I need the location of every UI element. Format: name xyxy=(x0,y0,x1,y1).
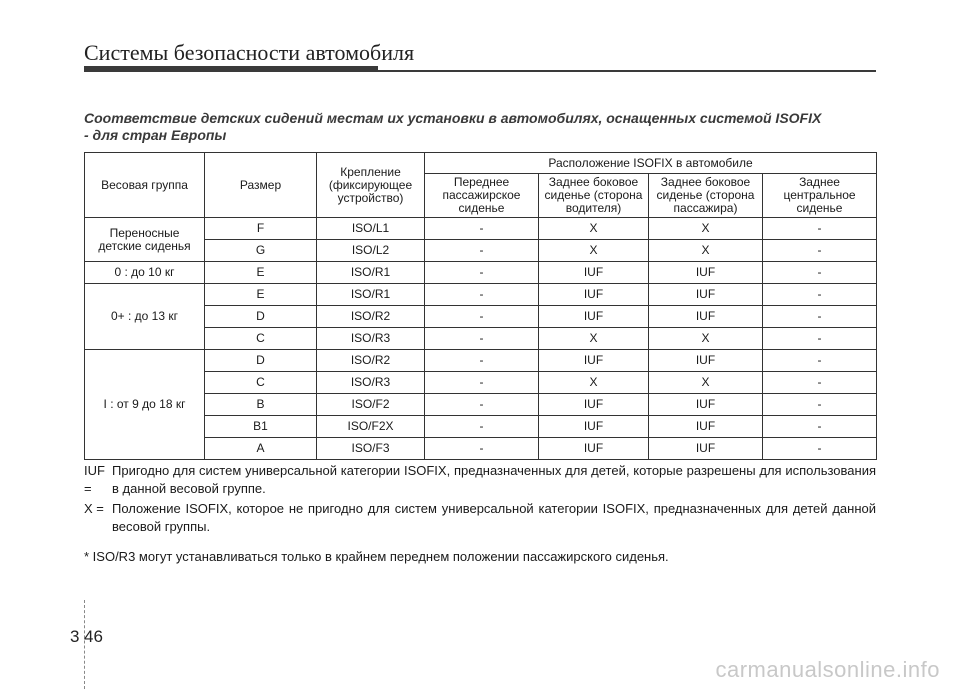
rear-passenger-cell: X xyxy=(649,240,763,262)
weight-group-cell: 0 : до 10 кг xyxy=(85,262,205,284)
rear-center-cell: - xyxy=(763,416,877,438)
section-title xyxy=(84,110,876,144)
rear-passenger-cell: IUF xyxy=(649,394,763,416)
fixture-cell: ISO/R2 xyxy=(317,306,425,328)
rear-passenger-cell: IUF xyxy=(649,350,763,372)
front-cell: - xyxy=(425,218,539,240)
rear-passenger-cell: IUF xyxy=(649,438,763,460)
table-row xyxy=(85,350,877,372)
size-cell: D xyxy=(205,350,317,372)
rear-driver-cell: IUF xyxy=(539,284,649,306)
size-cell: B1 xyxy=(205,416,317,438)
sub-rear-passenger-header: Заднее боковое сиденье (сторона пассажира) xyxy=(649,174,763,218)
rear-center-cell: - xyxy=(763,394,877,416)
note-iuf-text: Пригодно для систем универсальной категории ISOFIX, предназначенных для детей, которые разрешены для использования в данной весовой группе. xyxy=(112,463,876,496)
col-fixture-header: Крепление (фиксирующее устройство) xyxy=(317,153,425,218)
fixture-cell: ISO/L2 xyxy=(317,240,425,262)
front-cell: - xyxy=(425,350,539,372)
isofix-table xyxy=(84,152,877,460)
sub-rear-driver-header: Заднее боковое сиденье (сторона водителя) xyxy=(539,174,649,218)
col-location-header: Расположение ISOFIX в автомобиле xyxy=(425,153,877,174)
fixture-cell: ISO/F2 xyxy=(317,394,425,416)
front-cell: - xyxy=(425,284,539,306)
size-cell: A xyxy=(205,438,317,460)
fixture-cell: ISO/R1 xyxy=(317,284,425,306)
rear-center-cell: - xyxy=(763,438,877,460)
section-title-line2: - для стран Европы xyxy=(84,127,227,143)
size-cell: D xyxy=(205,306,317,328)
rear-center-cell: - xyxy=(763,240,877,262)
rear-center-cell: - xyxy=(763,284,877,306)
note-x-key: X = xyxy=(84,501,104,516)
size-cell: G xyxy=(205,240,317,262)
size-cell: E xyxy=(205,262,317,284)
rear-driver-cell: IUF xyxy=(539,350,649,372)
rear-driver-cell: IUF xyxy=(539,306,649,328)
size-cell: B xyxy=(205,394,317,416)
page-num: 46 xyxy=(84,627,103,646)
rear-center-cell: - xyxy=(763,350,877,372)
header-title: Системы безопасности автомобиля xyxy=(84,40,415,65)
notes xyxy=(84,462,876,566)
weight-group-cell: I : от 9 до 18 кг xyxy=(85,350,205,460)
rear-passenger-cell: X xyxy=(649,218,763,240)
rear-driver-cell: IUF xyxy=(539,262,649,284)
weight-group-cell: 0+ : до 13 кг xyxy=(85,284,205,350)
fixture-cell: ISO/R1 xyxy=(317,262,425,284)
size-cell: F xyxy=(205,218,317,240)
rear-driver-cell: IUF xyxy=(539,416,649,438)
fixture-cell: ISO/F2X xyxy=(317,416,425,438)
note-iuf xyxy=(84,462,876,498)
rear-passenger-cell: IUF xyxy=(649,262,763,284)
rear-passenger-cell: IUF xyxy=(649,416,763,438)
col-size-header: Размер xyxy=(205,153,317,218)
size-cell: C xyxy=(205,328,317,350)
page-number xyxy=(70,627,103,647)
rear-passenger-cell: IUF xyxy=(649,306,763,328)
front-cell: - xyxy=(425,416,539,438)
rear-driver-cell: X xyxy=(539,372,649,394)
rear-driver-cell: X xyxy=(539,240,649,262)
front-cell: - xyxy=(425,262,539,284)
size-cell: E xyxy=(205,284,317,306)
rear-passenger-cell: X xyxy=(649,328,763,350)
front-cell: - xyxy=(425,306,539,328)
front-cell: - xyxy=(425,394,539,416)
fixture-cell: ISO/F3 xyxy=(317,438,425,460)
sub-rear-center-header: Заднее центральное сиденье xyxy=(763,174,877,218)
header-bar-thick xyxy=(84,66,378,72)
rear-center-cell: - xyxy=(763,372,877,394)
front-cell: - xyxy=(425,240,539,262)
note-x xyxy=(84,500,876,536)
col-weight-header: Весовая группа xyxy=(85,153,205,218)
table-row xyxy=(85,262,877,284)
fixture-cell: ISO/L1 xyxy=(317,218,425,240)
fixture-cell: ISO/R3 xyxy=(317,372,425,394)
table-row xyxy=(85,284,877,306)
chapter-number: 3 xyxy=(70,627,80,646)
table-row xyxy=(85,218,877,240)
watermark: carmanualsonline.info xyxy=(715,657,940,682)
note-x-text: Положение ISOFIX, которое не пригодно для систем универсальной категории ISOFIX, предназначенных для детей данной весовой группы. xyxy=(112,501,876,534)
front-cell: - xyxy=(425,328,539,350)
rear-center-cell: - xyxy=(763,262,877,284)
rear-center-cell: - xyxy=(763,218,877,240)
rear-center-cell: - xyxy=(763,328,877,350)
weight-group-cell: Переносные детские сиденья xyxy=(85,218,205,262)
sub-front-header: Переднее пассажирское сиденье xyxy=(425,174,539,218)
note-iuf-key: IUF = xyxy=(84,463,105,496)
fixture-cell: ISO/R2 xyxy=(317,350,425,372)
front-cell: - xyxy=(425,372,539,394)
section-title-line1: Соответствие детских сидений местам их установки в автомобилях, оснащенных системой ISOFIX xyxy=(84,110,822,126)
size-cell: C xyxy=(205,372,317,394)
front-cell: - xyxy=(425,438,539,460)
rear-driver-cell: X xyxy=(539,328,649,350)
header-bar-thin xyxy=(378,70,876,72)
note-star: * ISO/R3 могут устанавливаться только в крайнем переднем положении пассажирского сиденья. xyxy=(84,549,669,564)
rear-driver-cell: IUF xyxy=(539,438,649,460)
rear-driver-cell: IUF xyxy=(539,394,649,416)
rear-center-cell: - xyxy=(763,306,877,328)
rear-driver-cell: X xyxy=(539,218,649,240)
fixture-cell: ISO/R3 xyxy=(317,328,425,350)
rear-passenger-cell: IUF xyxy=(649,284,763,306)
rear-passenger-cell: X xyxy=(649,372,763,394)
